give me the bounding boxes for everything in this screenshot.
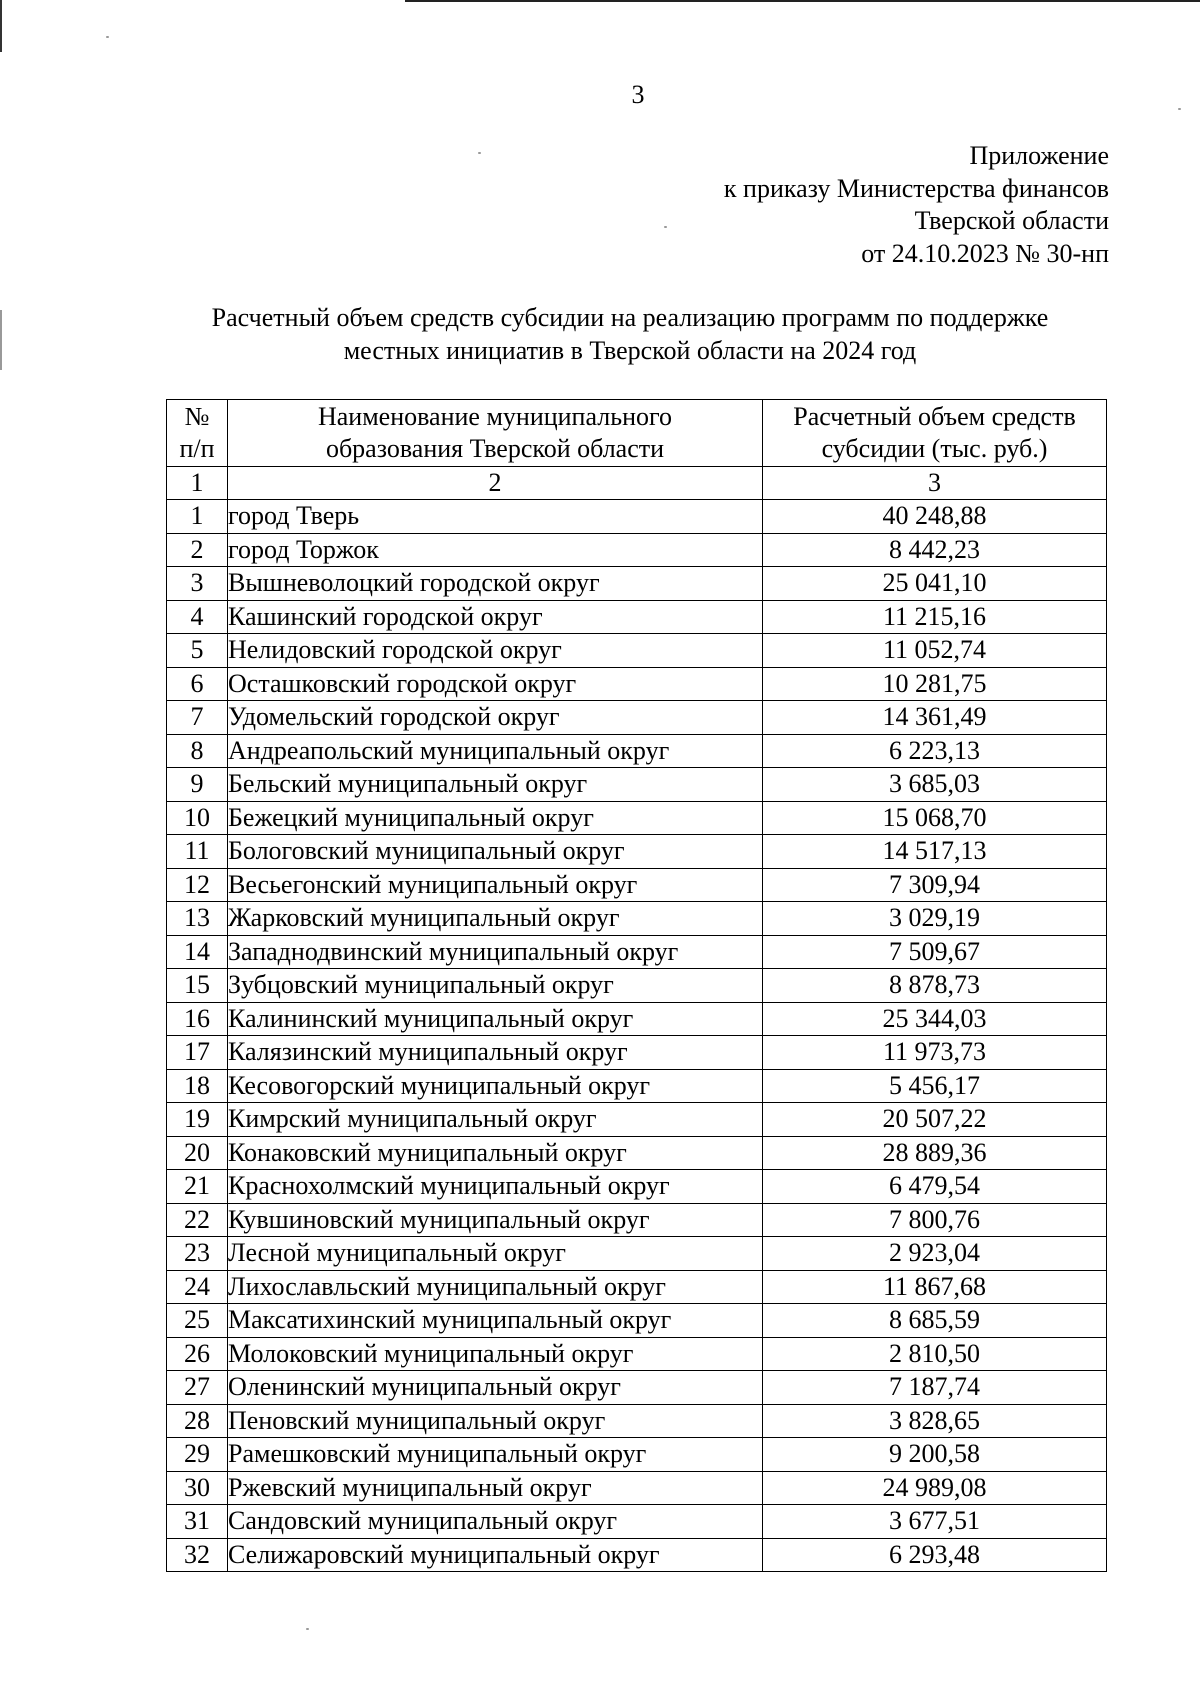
- subsidy-value: 25 344,03: [763, 1002, 1107, 1036]
- row-number: 16: [167, 1002, 228, 1036]
- table-row: [167, 1337, 1107, 1371]
- table-row: [167, 1002, 1107, 1036]
- header-name: [228, 400, 763, 467]
- table-row: [167, 768, 1107, 802]
- annex-line: к приказу Министерства финансов: [723, 173, 1109, 203]
- municipality-name: Кесовогорский муниципальный округ: [228, 1069, 763, 1103]
- municipality-name: город Торжок: [228, 533, 763, 567]
- municipality-name: Селижаровский муниципальный округ: [228, 1538, 763, 1572]
- document-title: [140, 302, 1120, 367]
- municipality-name: Вышневолоцкий городской округ: [228, 567, 763, 601]
- municipality-name: Калининский муниципальный округ: [228, 1002, 763, 1036]
- table-row: [167, 701, 1107, 735]
- municipality-name: Жарковский муниципальный округ: [228, 902, 763, 936]
- subsidy-value: 7 509,67: [763, 935, 1107, 969]
- header-num-line: п/п: [179, 434, 215, 463]
- table-row: [167, 634, 1107, 668]
- table-row: [167, 1404, 1107, 1438]
- table-row: [167, 1538, 1107, 1572]
- subsidy-value: 7 800,76: [763, 1203, 1107, 1237]
- column-index: 2: [228, 467, 763, 500]
- subsidy-value: 11 973,73: [763, 1036, 1107, 1070]
- municipality-name: Бологовский муниципальный округ: [228, 835, 763, 869]
- table-row: [167, 734, 1107, 768]
- municipality-name: Кимрский муниципальный округ: [228, 1103, 763, 1137]
- municipality-name: Лесной муниципальный округ: [228, 1237, 763, 1271]
- subsidy-value: 24 989,08: [763, 1471, 1107, 1505]
- table-header-row: [167, 400, 1107, 467]
- row-number: 23: [167, 1237, 228, 1271]
- table-row: [167, 1270, 1107, 1304]
- table-row: [167, 935, 1107, 969]
- column-index-row: [167, 467, 1107, 500]
- table-row: [167, 835, 1107, 869]
- row-number: 18: [167, 1069, 228, 1103]
- municipality-name: Осташковский городской округ: [228, 667, 763, 701]
- row-number: 10: [167, 801, 228, 835]
- municipality-name: Лихославльский муниципальный округ: [228, 1270, 763, 1304]
- scan-speck: [664, 226, 667, 228]
- header-value-line: субсидии (тыс. руб.): [821, 434, 1048, 463]
- annex-line: Приложение: [969, 141, 1109, 170]
- subsidy-value: 11 215,16: [763, 600, 1107, 634]
- table-row: [167, 1304, 1107, 1338]
- row-number: 32: [167, 1538, 228, 1572]
- table-row: [167, 1069, 1107, 1103]
- subsidy-value: 3 029,19: [763, 902, 1107, 936]
- subsidy-value: 3 677,51: [763, 1505, 1107, 1539]
- municipality-name: Молоковский муниципальный округ: [228, 1337, 763, 1371]
- table-row: [167, 1103, 1107, 1137]
- subsidy-table: [166, 399, 1107, 1572]
- subsidy-value: 8 878,73: [763, 969, 1107, 1003]
- municipality-name: Кашинский городской округ: [228, 600, 763, 634]
- subsidy-value: 6 293,48: [763, 1538, 1107, 1572]
- annex-line: от 24.10.2023 № 30-нп: [861, 238, 1109, 268]
- table-row: [167, 902, 1107, 936]
- municipality-name: Сандовский муниципальный округ: [228, 1505, 763, 1539]
- row-number: 29: [167, 1438, 228, 1472]
- table-row: [167, 1203, 1107, 1237]
- subsidy-value: 40 248,88: [763, 500, 1107, 534]
- scan-speck: [306, 1628, 309, 1630]
- table-row: [167, 1036, 1107, 1070]
- subsidy-value: 28 889,36: [763, 1136, 1107, 1170]
- row-number: 31: [167, 1505, 228, 1539]
- page-number: 3: [631, 80, 645, 109]
- municipality-name: Краснохолмский муниципальный округ: [228, 1170, 763, 1204]
- subsidy-value: 3 685,03: [763, 768, 1107, 802]
- row-number: 21: [167, 1170, 228, 1204]
- municipality-name: Западнодвинский муниципальный округ: [228, 935, 763, 969]
- scan-edge-left-lower: [0, 310, 2, 370]
- header-value-line: Расчетный объем средств: [793, 402, 1076, 431]
- subsidy-value: 9 200,58: [763, 1438, 1107, 1472]
- table-row: [167, 1237, 1107, 1271]
- subsidy-value: 14 361,49: [763, 701, 1107, 735]
- subsidy-value: 14 517,13: [763, 835, 1107, 869]
- row-number: 15: [167, 969, 228, 1003]
- annex-block: [724, 140, 1109, 270]
- subsidy-value: 7 187,74: [763, 1371, 1107, 1405]
- row-number: 22: [167, 1203, 228, 1237]
- scan-edge-left: [0, 0, 2, 52]
- municipality-name: Кувшиновский муниципальный округ: [228, 1203, 763, 1237]
- row-number: 5: [167, 634, 228, 668]
- row-number: 11: [167, 835, 228, 869]
- municipality-name: Андреапольский муниципальный округ: [228, 734, 763, 768]
- municipality-name: город Тверь: [228, 500, 763, 534]
- row-number: 13: [167, 902, 228, 936]
- municipality-name: Калязинский муниципальный округ: [228, 1036, 763, 1070]
- row-number: 4: [167, 600, 228, 634]
- municipality-name: Оленинский муниципальный округ: [228, 1371, 763, 1405]
- header-value: [763, 400, 1107, 467]
- table-row: [167, 969, 1107, 1003]
- subsidy-value: 11 867,68: [763, 1270, 1107, 1304]
- table-row: [167, 500, 1107, 534]
- row-number: 14: [167, 935, 228, 969]
- header-name-line: Наименование муниципального: [317, 402, 673, 431]
- table-row: [167, 1471, 1107, 1505]
- subsidy-value: 6 479,54: [763, 1170, 1107, 1204]
- table-body: [167, 500, 1107, 1572]
- title-line: местных инициатив в Тверской области на 2024 год: [343, 335, 917, 365]
- table-row: [167, 600, 1107, 634]
- header-name-line: образования Тверской области: [325, 434, 665, 463]
- subsidy-value: 11 052,74: [763, 634, 1107, 668]
- municipality-name: Зубцовский муниципальный округ: [228, 969, 763, 1003]
- subsidy-value: 2 810,50: [763, 1337, 1107, 1371]
- subsidy-value: 8 442,23: [763, 533, 1107, 567]
- table-row: [167, 868, 1107, 902]
- subsidy-value: 7 309,94: [763, 868, 1107, 902]
- municipality-name: Весьегонский муниципальный округ: [228, 868, 763, 902]
- header-num: [167, 400, 228, 467]
- row-number: 17: [167, 1036, 228, 1070]
- row-number: 9: [167, 768, 228, 802]
- column-index: 3: [763, 467, 1107, 500]
- column-index: 1: [167, 467, 228, 500]
- row-number: 6: [167, 667, 228, 701]
- subsidy-value: 6 223,13: [763, 734, 1107, 768]
- subsidy-value: 2 923,04: [763, 1237, 1107, 1271]
- row-number: 3: [167, 567, 228, 601]
- municipality-name: Нелидовский городской округ: [228, 634, 763, 668]
- row-number: 12: [167, 868, 228, 902]
- header-num-line: №: [184, 402, 210, 431]
- table-row: [167, 1136, 1107, 1170]
- scan-speck: [478, 152, 481, 154]
- municipality-name: Пеновский муниципальный округ: [228, 1404, 763, 1438]
- subsidy-value: 20 507,22: [763, 1103, 1107, 1137]
- table-row: [167, 1170, 1107, 1204]
- municipality-name: Ржевский муниципальный округ: [228, 1471, 763, 1505]
- row-number: 2: [167, 533, 228, 567]
- row-number: 7: [167, 701, 228, 735]
- scan-edge-top: [405, 0, 1200, 2]
- subsidy-value: 10 281,75: [763, 667, 1107, 701]
- municipality-name: Максатихинский муниципальный округ: [228, 1304, 763, 1338]
- row-number: 1: [167, 500, 228, 534]
- table-row: [167, 533, 1107, 567]
- table-row: [167, 1505, 1107, 1539]
- municipality-name: Рамешковский муниципальный округ: [228, 1438, 763, 1472]
- subsidy-value: 25 041,10: [763, 567, 1107, 601]
- row-number: 20: [167, 1136, 228, 1170]
- subsidy-value: 3 828,65: [763, 1404, 1107, 1438]
- row-number: 30: [167, 1471, 228, 1505]
- municipality-name: Бежецкий муниципальный округ: [228, 801, 763, 835]
- municipality-name: Конаковский муниципальный округ: [228, 1136, 763, 1170]
- row-number: 19: [167, 1103, 228, 1137]
- row-number: 25: [167, 1304, 228, 1338]
- table-row: [167, 667, 1107, 701]
- row-number: 27: [167, 1371, 228, 1405]
- subsidy-value: 5 456,17: [763, 1069, 1107, 1103]
- row-number: 24: [167, 1270, 228, 1304]
- row-number: 8: [167, 734, 228, 768]
- subsidy-value: 8 685,59: [763, 1304, 1107, 1338]
- municipality-name: Бельский муниципальный округ: [228, 768, 763, 802]
- table-row: [167, 801, 1107, 835]
- table-row: [167, 1371, 1107, 1405]
- scan-speck: [106, 36, 109, 38]
- title-line: Расчетный объем средств субсидии на реализацию программ по поддержке: [211, 303, 1049, 332]
- table-row: [167, 1438, 1107, 1472]
- subsidy-value: 15 068,70: [763, 801, 1107, 835]
- row-number: 28: [167, 1404, 228, 1438]
- annex-line: Тверской области: [914, 206, 1109, 235]
- row-number: 26: [167, 1337, 228, 1371]
- municipality-name: Удомельский городской округ: [228, 701, 763, 735]
- table-row: [167, 567, 1107, 601]
